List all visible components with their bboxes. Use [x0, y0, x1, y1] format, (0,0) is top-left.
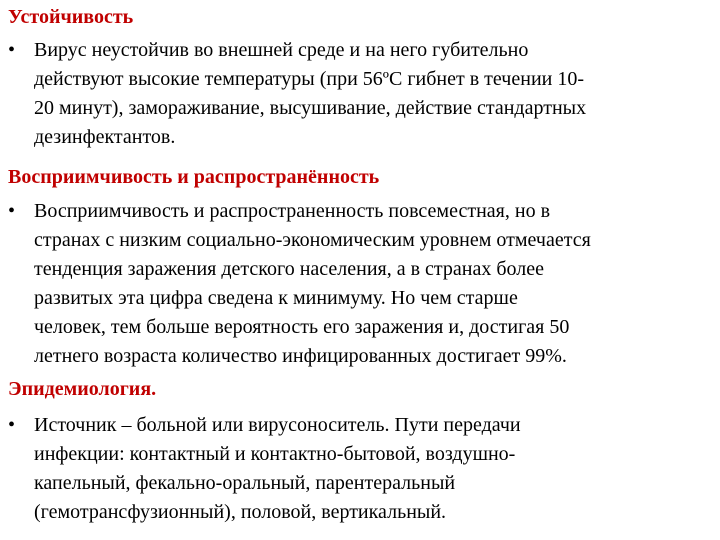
text-line: капельный, фекально-оральный, парентеральный [34, 472, 456, 494]
bullet-marker: • [8, 200, 16, 222]
text-line: 20 минут), замораживание, высушивание, действие стандартных [34, 97, 587, 119]
heading-epidemiology: Эпидемиология. [8, 378, 157, 400]
text-line: летнего возраста количество инфицированных достигает 99%. [34, 345, 567, 367]
text-line: инфекции: контактный и контактно-бытовой, воздушно- [34, 443, 516, 465]
bullet-susceptibility [8, 197, 714, 371]
text-line: развитых эта цифра сведена к минимуму. Но чем старше [34, 287, 518, 309]
heading-stability: Устойчивость [8, 6, 134, 28]
text-line: человек, тем больше вероятность его заражения и, достигая 50 [34, 316, 570, 338]
text-line: (гемотрансфузионный), половой, вертикальный. [34, 501, 447, 523]
text-line: Вирус неустойчив во внешней среде и на него губительно [34, 39, 529, 61]
text-line: Восприимчивость и распространенность повсеместная, но в [34, 200, 551, 222]
text-line: Источник – больной или вирусоноситель. Пути передачи [34, 414, 521, 436]
bullet-stability [8, 36, 714, 152]
bullet-epidemiology [8, 411, 714, 527]
bullet-marker: • [8, 414, 16, 436]
bullet-marker: • [8, 39, 16, 61]
text-line: тенденция заражения детского населения, а в странах более [34, 258, 545, 280]
text-line: странах с низким социально-экономическим уровнем отмечается [34, 229, 591, 251]
text-line: дезинфектантов. [34, 126, 176, 148]
heading-susceptibility: Восприимчивость и распространённость [8, 166, 380, 188]
text-line: действуют высокие температуры (при 56ºС гибнет в течении 10- [34, 68, 585, 90]
